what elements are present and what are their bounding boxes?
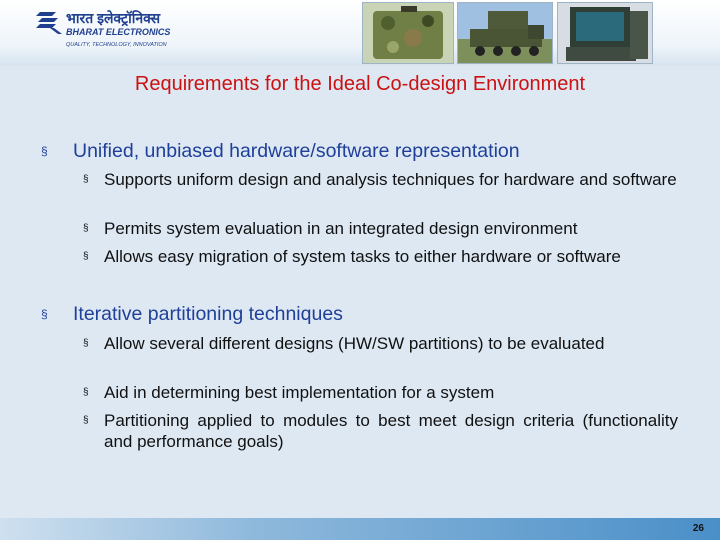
bullet-2-sub-3: Partitioning applied to modules to best meet design criteria (functionality and performance goals) (104, 411, 678, 451)
sub-bullet-marker: § (83, 415, 89, 426)
sub-bullet-marker: § (83, 387, 89, 398)
bullet-1-sub-1: Supports uniform design and analysis techniques for hardware and software (104, 170, 677, 189)
bullet-1-text: Unified, unbiased hardware/software representation (73, 140, 520, 162)
camouflage-equipment-photo (362, 2, 454, 64)
rugged-computer-photo (557, 2, 653, 64)
bullet-2-text: Iterative partitioning techniques (73, 303, 343, 325)
logo-hindi-text: भारत इलेक्ट्रॉनिक्स (66, 10, 161, 26)
sub-bullet-marker: § (83, 251, 89, 262)
page-number: 26 (692, 523, 704, 534)
bullet-2-sub-1: Allow several different designs (HW/SW partitions) to be evaluated (104, 334, 605, 353)
logo-tagline: QUALITY, TECHNOLOGY, INNOVATION (66, 42, 167, 48)
military-truck-radar-photo (457, 2, 553, 64)
bullet-1-sub-2: Permits system evaluation in an integrated design environment (104, 219, 578, 238)
bullet-1-sub-3: Allows easy migration of system tasks to either hardware or software (104, 247, 621, 266)
sub-bullet-marker: § (83, 338, 89, 349)
company-logo (34, 8, 171, 56)
slide-title: Requirements for the Ideal Co-design Environment (134, 73, 586, 95)
header-banner (0, 0, 720, 66)
logo-company-name: BHARAT ELECTRONICS (66, 27, 171, 37)
footer-bar (0, 518, 720, 540)
bel-logo-icon (34, 8, 64, 38)
sub-bullet-marker: § (83, 174, 89, 185)
sub-bullet-marker: § (83, 223, 89, 234)
bullet-marker: § (41, 144, 48, 158)
bullet-marker: § (41, 307, 48, 321)
bullet-2-sub-2: Aid in determining best implementation for a system (104, 383, 495, 402)
